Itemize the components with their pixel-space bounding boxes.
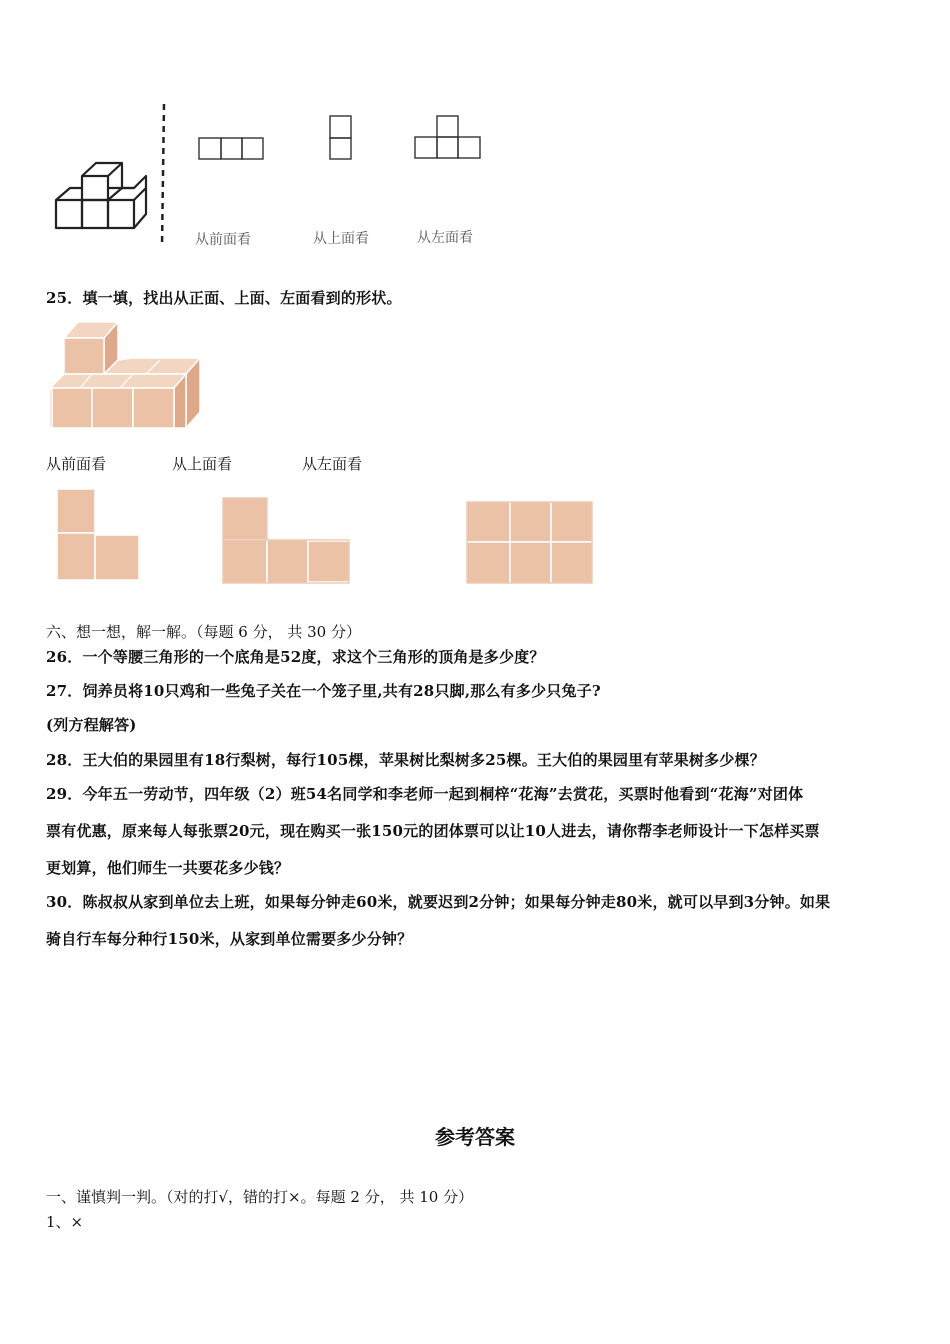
fig24-caption-left: 从左面看 (417, 230, 473, 246)
question-27-note: (列方程解答) (46, 716, 137, 734)
answers-item-1: 1、× (46, 1213, 84, 1231)
question-29-line-2: 票有优惠，原来每人每张票20元，现在购买一张150元的团体票可以让10人进去，请你帮李老师设计一下怎样买票 (46, 822, 820, 840)
question-28: 28．王大伯的果园里有18行梨树，每行105棵，苹果树比梨树多25棵。王大伯的果园里有苹果树多少棵？ (46, 751, 765, 769)
question-27: 27．饲养员将10只鸡和一些兔子关在一个笼子里,共有28只脚,那么有多少只兔子? (46, 682, 601, 700)
q25-label-left: 从左面看 (302, 455, 363, 473)
q25-label-front: 从前面看 (46, 455, 107, 473)
answers-section-1-header: 一、谨慎判一判。（对的打√，错的打×。每题 2 分， 共 10 分） (46, 1188, 474, 1206)
question-29-line-1: 29．今年五一劳动节，四年级（2）班54名同学和李老师一起到桐梓“花海”去赏花，买票时他看到“花海”对团体 (46, 785, 804, 803)
fig24-caption-top: 从上面看 (313, 231, 369, 247)
question-26: 26．一个等腰三角形的一个底角是52度，求这个三角形的顶角是多少度？ (46, 648, 545, 666)
question-30-line-2: 骑自行车每分种行150米，从家到单位需要多少分钟？ (46, 930, 413, 948)
q25-label-top: 从上面看 (172, 455, 233, 473)
answers-title: 参考答案 (435, 1125, 515, 1149)
question-29-line-3: 更划算，他们师生一共要花多少钱？ (46, 859, 290, 877)
fig24-caption-front: 从前面看 (195, 232, 251, 248)
section-6-header: 六、想一想，解一解。（每题 6 分， 共 30 分） (46, 623, 361, 641)
question-25: 25．填一填，找出从正面、上面、左面看到的形状。 (46, 289, 402, 307)
question-30-line-1: 30．陈叔叔从家到单位去上班，如果每分钟走60米，就要迟到2分钟；如果每分钟走80米，就可以早到3分钟。如果 (46, 893, 831, 911)
q25-view-left (0, 0, 950, 600)
